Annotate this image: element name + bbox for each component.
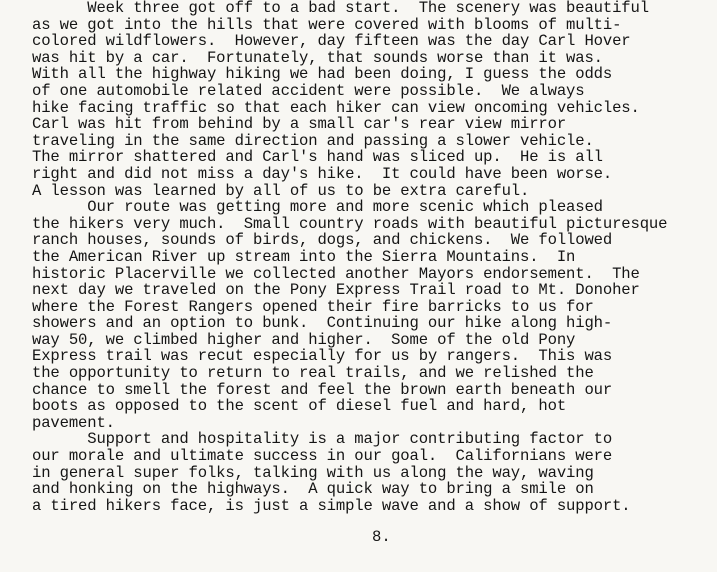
text-line: as we got into the hills that were covered with blooms of multi- (32, 15, 622, 34)
text-line: the American River up stream into the Sierra Mountains. In (32, 247, 576, 266)
text-line: With all the highway hiking we had been doing, I guess the odds (32, 65, 613, 84)
text-line: boots as opposed to the scent of diesel fuel and hard, hot (32, 397, 567, 416)
text-line: Week three got off to a bad start. The scenery was beautiful (32, 0, 649, 17)
text-line: chance to smell the forest and feel the brown earth beneath our (32, 380, 613, 399)
text-line: of one automobile related accident were possible. We always (32, 81, 585, 100)
text-line: Express trail was recut especially for us by rangers. This was (32, 347, 613, 366)
text-line: colored wildflowers. However, day fifteen was the day Carl Hover (32, 32, 631, 51)
text-line: Carl was hit from behind by a small car's rear view mirror (32, 115, 567, 134)
text-line: and honking on the highways. A quick way to bring a smile on (32, 480, 594, 499)
text-line: the hikers very much. Small country roads with beautiful picturesque (32, 214, 668, 233)
text-line: pavement. (32, 413, 115, 432)
text-line: showers and an option to bunk. Continuing our hike along high- (32, 314, 613, 333)
text-line: right and did not miss a day's hike. It could have been worse. (32, 164, 613, 183)
document-body-text (32, 0, 712, 514)
text-line: Our route was getting more and more scenic which pleased (32, 198, 603, 217)
text-line: Support and hospitality is a major contributing factor to (32, 430, 613, 449)
text-line: way 50, we climbed higher and higher. Some of the old Pony (32, 330, 576, 349)
text-line: hike facing traffic so that each hiker can view oncoming vehicles. (32, 98, 640, 117)
text-line: our morale and ultimate success in our goal. Californians were (32, 447, 613, 466)
text-line: where the Forest Rangers opened their fire barricks to us for (32, 297, 594, 316)
text-line: historic Placerville we collected another Mayors endorsement. The (32, 264, 640, 283)
text-line: traveling in the same direction and passing a slower vehicle. (32, 131, 594, 150)
page-number: 8. (372, 528, 391, 546)
text-line: ranch houses, sounds of birds, dogs, and chickens. We followed (32, 231, 613, 250)
text-line: the opportunity to return to real trails, and we relished the (32, 364, 594, 383)
text-line: in general super folks, talking with us along the way, waving (32, 463, 594, 482)
text-line: A lesson was learned by all of us to be extra careful. (32, 181, 530, 200)
text-line: a tired hikers face, is just a simple wave and a show of support. (32, 496, 631, 515)
text-line: next day we traveled on the Pony Express Trail road to Mt. Donoher (32, 281, 640, 300)
text-line: was hit by a car. Fortunately, that sounds worse than it was. (32, 48, 603, 67)
text-line: The mirror shattered and Carl's hand was sliced up. He is all (32, 148, 603, 167)
